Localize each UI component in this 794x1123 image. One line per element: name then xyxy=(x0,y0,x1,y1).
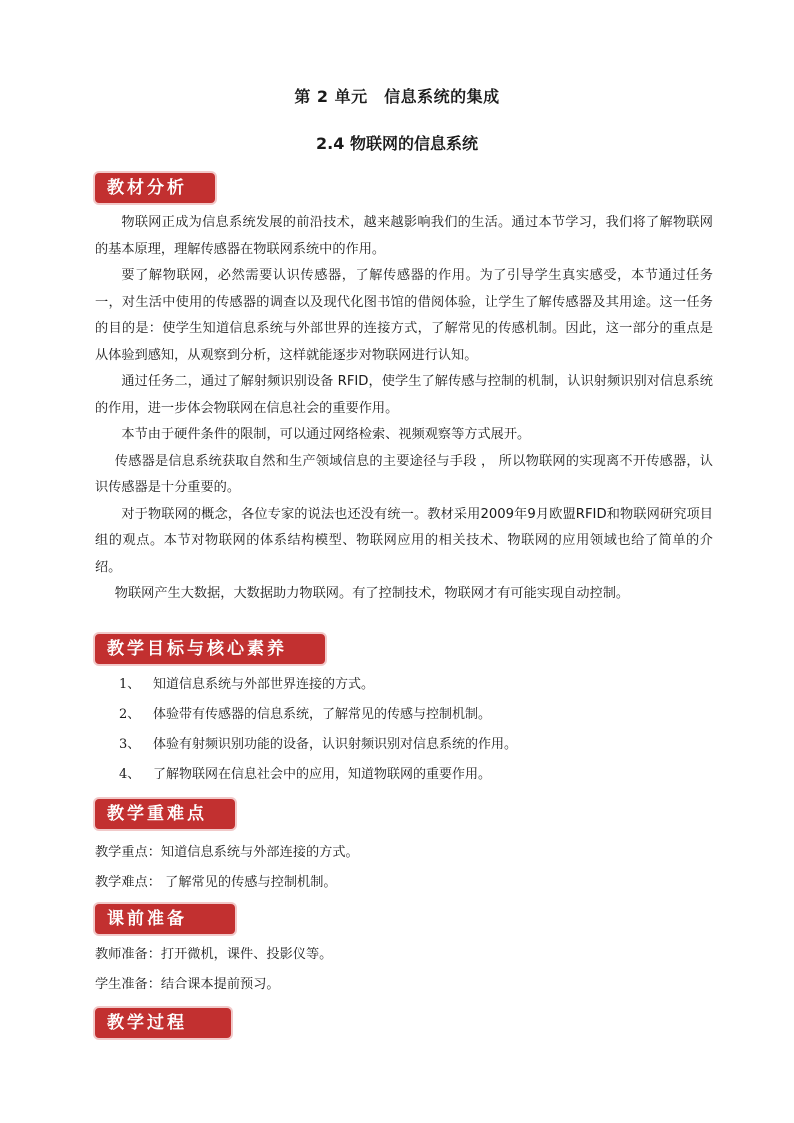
analysis-paragraph: 物联网产生大数据，大数据助力物联网。有了控制技术，物联网才有可能实现自动控制。 xyxy=(114,586,630,601)
teaching-focus: 教学重点：知道信息系统与外部连接的方式。 xyxy=(95,845,359,860)
student-preparation: 学生准备：结合课本提前预习。 xyxy=(95,977,280,992)
analysis-body xyxy=(95,210,713,608)
goal-item xyxy=(119,730,719,760)
section-banner-goals: 教学目标与核心素养 xyxy=(95,634,325,664)
unit-title: 第 2 单元 信息系统的集成 xyxy=(294,87,500,106)
goal-number: 4、 xyxy=(119,767,141,782)
analysis-paragraph: 本节由于硬件条件的限制，可以通过网络检索、视频观察等方式展开。 xyxy=(121,427,531,442)
goal-item xyxy=(119,760,719,790)
goal-text: 体验有射频识别功能的设备，认识射频识别对信息系统的作用。 xyxy=(153,737,518,752)
teaching-difficulty: 教学难点： 了解常见的传感与控制机制。 xyxy=(95,875,337,890)
analysis-paragraph: 物联网正成为信息系统发展的前沿技术，越来越影响我们的生活。通过本节学习，我们将了解物联网的基本原理，理解传感器在物联网系统中的作用。 xyxy=(95,215,713,257)
goal-text: 体验带有传感器的信息系统，了解常见的传感与控制机制。 xyxy=(153,707,492,722)
section-banner-process: 教学过程 xyxy=(95,1008,231,1038)
section-banner-preparation: 课前准备 xyxy=(95,904,235,934)
goals-list xyxy=(119,670,719,790)
analysis-paragraph: 通过任务二，通过了解射频识别设备 RFID，使学生了解传感与控制的机制，认识射频识别对信息系统的作用，进一步体会物联网在信息社会的重要作用。 xyxy=(95,374,713,416)
analysis-paragraph: 要了解物联网，必然需要认识传感器，了解传感器的作用。为了引导学生真实感受，本节通过任务一，对生活中使用的传感器的调查以及现代化图书馆的借阅体验，让学生了解传感器及其用途。这一任务的目的是：使学生知道信息系统与外部世界的连接方式，了解常见的传感机制。因此，这一部分的重点是从体验到感知，从观察到分析，这样就能逐步对物联网进行认知。 xyxy=(95,268,713,363)
goal-number: 2、 xyxy=(119,707,141,722)
goal-number: 1、 xyxy=(119,677,141,692)
analysis-paragraph: 传感器是信息系统获取自然和生产领域信息的主要途径与手段 ， 所以物联网的实现离不开传感器，认识传感器是十分重要的。 xyxy=(95,453,713,495)
goal-item xyxy=(119,700,719,730)
goal-number: 3、 xyxy=(119,737,141,752)
analysis-paragraph: 对于物联网的概念，各位专家的说法也还没有统一。教材采用2009年9月欧盟RFID和物联网研究项目组的观点。本节对物联网的体系结构模型、物联网应用的相关技术、物联网的应用领域也给了简单的介绍。 xyxy=(95,506,713,575)
section-banner-key-points: 教学重难点 xyxy=(95,799,235,829)
goal-text: 知道信息系统与外部世界连接的方式。 xyxy=(153,677,375,692)
goal-text: 了解物联网在信息社会中的应用，知道物联网的重要作用。 xyxy=(153,767,492,782)
teacher-preparation: 教师准备：打开微机，课件、投影仪等。 xyxy=(95,947,333,962)
lesson-title: 2.4 物联网的信息系统 xyxy=(316,134,478,153)
goal-item xyxy=(119,670,719,700)
section-banner-analysis: 教材分析 xyxy=(95,173,215,203)
